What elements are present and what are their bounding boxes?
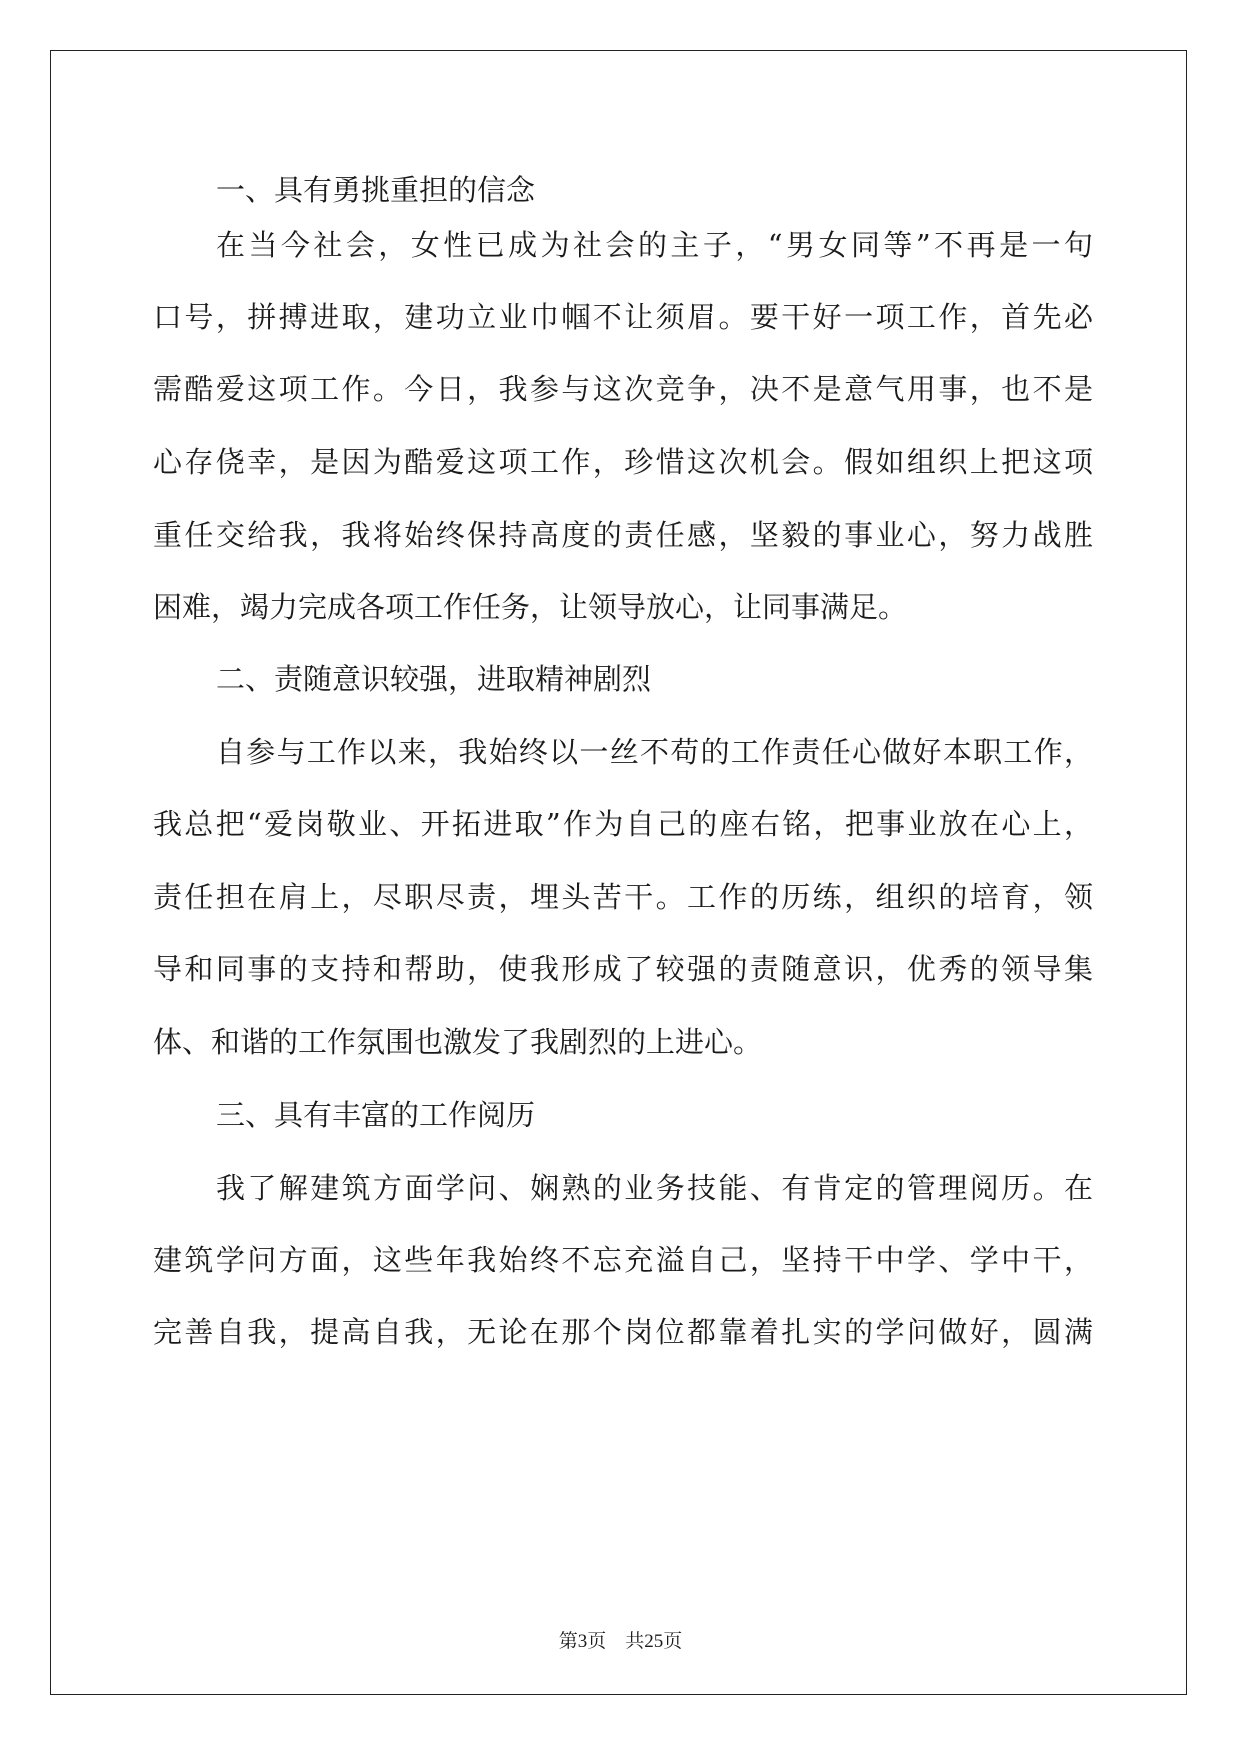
paragraph-line: 困难，竭力完成各项工作任务，让领导放心，让同事满足。 <box>153 590 908 624</box>
paragraph-line: 口号，拼搏进取，建功立业巾帼不让须眉。要干好一项工作，首先必 <box>153 300 1093 334</box>
paragraph-line: 体、和谐的工作氛围也激发了我剧烈的上进心。 <box>153 1025 763 1059</box>
paragraph-line: 完善自我，提高自我，无论在那个岗位都靠着扎实的学问做好，圆满 <box>153 1315 1093 1349</box>
page-border <box>50 50 1187 1695</box>
section-heading-1: 一、具有勇挑重担的信念 <box>216 173 536 207</box>
page-total: 共25页 <box>625 1631 683 1652</box>
section-heading-2: 二、责随意识较强，进取精神剧烈 <box>216 662 652 696</box>
paragraph-line: 导和同事的支持和帮助，使我形成了较强的责随意识，优秀的领导集 <box>153 952 1093 986</box>
paragraph-line: 建筑学问方面，这些年我始终不忘充溢自己，坚持干中学、学中干， <box>153 1243 1093 1277</box>
paragraph-line: 我了解建筑方面学问、娴熟的业务技能、有肯定的管理阅历。在 <box>216 1171 1093 1205</box>
paragraph-line: 在当今社会，女性已成为社会的主子，“男女同等”不再是一句 <box>216 228 1093 262</box>
paragraph-line: 心存侥幸，是因为酷爱这项工作，珍惜这次机会。假如组织上把这项 <box>153 445 1093 479</box>
page-footer <box>0 1631 1241 1653</box>
paragraph-line: 重任交给我，我将始终保持高度的责任感，坚毅的事业心，努力战胜 <box>153 518 1093 552</box>
section-heading-3: 三、具有丰富的工作阅历 <box>216 1098 536 1132</box>
paragraph-line: 需酷爱这项工作。今日，我参与这次竞争，决不是意气用事，也不是 <box>153 372 1093 406</box>
page-number: 第3页 <box>558 1631 607 1652</box>
paragraph-line: 责任担在肩上，尽职尽责，埋头苦干。工作的历练，组织的培育，领 <box>153 880 1093 914</box>
paragraph-line: 我总把“爱岗敬业、开拓进取”作为自己的座右铭，把事业放在心上， <box>153 807 1093 841</box>
paragraph-line: 自参与工作以来，我始终以一丝不苟的工作责任心做好本职工作， <box>216 735 1093 769</box>
